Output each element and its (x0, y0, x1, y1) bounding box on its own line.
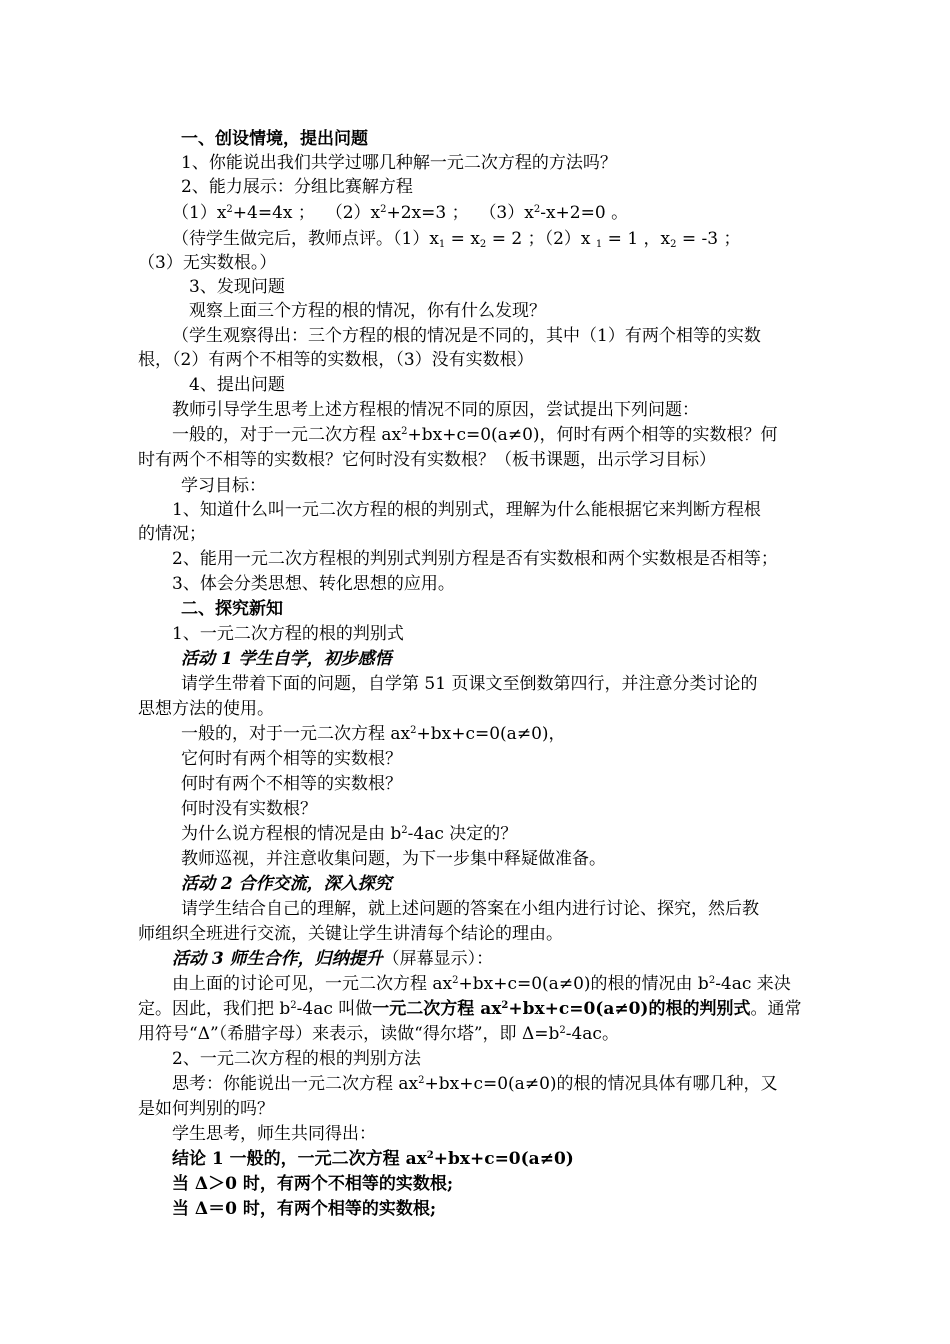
general-equation-line: 一般的，对于一元二次方程 $ax^2+bx+c=0(a\ne 0)$， (181, 724, 566, 744)
ask-no-roots: 何时没有实数根？ (181, 799, 317, 819)
activity-3-note: （屏幕显示）： (382, 949, 494, 969)
goals-title: 学习目标： (181, 476, 266, 496)
discussion-line: 由上面的讨论可见，一元二次方程 $ax^2+bx+c=0(a\ne 0)$的根的情况由 $b^2-4ac$ 来决 (172, 974, 791, 994)
think-line-1: 思考：你能说出一元二次方程 $ax^2+bx+c=0(a\ne 0)$的根的情况具体有哪几种，又 (172, 1074, 778, 1094)
general-question-line-1: 一般的，对于一元二次方程 $ax^2+bx+c=0(a\ne 0)$，何时有两个相等的实数根？何 (172, 425, 778, 445)
review-line-1: （待学生做完后，教师点评。$(1)x_1 = x_2 = 2$ ；（2）x $_1$ = 1 ，$x_2 = -3$ ； (172, 229, 741, 250)
question-4: 4、提出问题 (189, 375, 285, 395)
ask-unequal-roots: 何时有两个不相等的实数根？ (181, 774, 402, 794)
teacher-patrol: 教师巡视，并注意收集问题，为下一步集中释疑做准备。 (181, 849, 606, 869)
symbol-line: 用符号“Δ”（希腊字母）来表示，读做“得尔塔”，即 $\Delta=b^2-4ac$。 (138, 1024, 619, 1044)
case-zero: 当 Δ＝0 时，有两个相等的实数根; (172, 1199, 437, 1219)
goal-3: 3、体会分类思想、转化思想的应用。 (172, 574, 455, 594)
think-line-2: 是如何判别的吗？ (138, 1099, 274, 1119)
observe-prompt: 观察上面三个方程的根的情况，你有什么发现？ (189, 301, 546, 321)
discriminant-definition: 一元二次方程 $ax^2+bx+c=0(a\ne 0)$的根的判别式 (372, 999, 751, 1019)
goal-1-line-2: 的情况； (138, 524, 206, 544)
activity-2-line-2: 师组织全班进行交流，关键让学生讲清每个结论的理由。 (138, 924, 563, 944)
review-line-2: （3）无实数根。） (138, 253, 277, 273)
activity-2-line-1: 请学生结合自己的理解，就上述问题的答案在小组内进行讨论、探究，然后教 (181, 899, 759, 919)
observation-line-2: 根，（2）有两个不相等的实数根，（3）没有实数根） (138, 350, 534, 370)
observation-line-1: （学生观察得出：三个方程的根的情况是不同的，其中（1）有两个相等的实数 (172, 326, 761, 346)
goal-1-line-1: 1、知道什么叫一元二次方程的根的判别式，理解为什么能根据它来判断方程根 (172, 500, 761, 520)
section1-heading: 一、创设情境，提出问题 (181, 129, 368, 149)
ask-why-discriminant: 为什么说方程根的情况是由 $b^2-4ac$ 决定的？ (181, 824, 518, 844)
question-3: 3、发现问题 (189, 277, 285, 297)
case-positive: 当 Δ＞0 时，有两个不相等的实数根; (172, 1174, 454, 1194)
activity-1-title: 活动 1 学生自学，初步感悟 (181, 649, 392, 669)
together-line: 学生思考，师生共同得出： (172, 1124, 376, 1144)
teacher-guide: 教师引导学生思考上述方程根的情况不同的原因，尝试提出下列问题： (172, 400, 699, 420)
activity-1-line-1: 请学生带着下面的问题，自学第 51 页课文至倒数第四行，并注意分类讨论的 (181, 674, 758, 694)
definition-line: 定。因此，我们把 $b^2-4ac$ 叫做一元二次方程 $ax^2+bx+c=0(a\ne 0)$的根的判别式。通常 (138, 999, 802, 1019)
question-1: 1、你能说出我们共学过哪几种解一元二次方程的方法吗？ (181, 153, 617, 173)
subsection-2-title: 2、一元二次方程的根的判别方法 (172, 1049, 421, 1069)
subsection-1-title: 1、一元二次方程的根的判别式 (172, 624, 404, 644)
activity-1-line-2: 思想方法的使用。 (138, 699, 274, 719)
activity-3-title-line (172, 947, 493, 971)
activity-3-title: 活动 3 师生合作，归纳提升 (172, 949, 383, 969)
goal-2: 2、能用一元二次方程根的判别式判别方程是否有实数根和两个实数根是否相等； (172, 549, 778, 569)
question-2: 2、能力展示：分组比赛解方程 (181, 177, 413, 197)
conclusion-1-line: 结论 1 一般的，一元二次方程 $ax^2+bx+c=0(a\ne 0)$ (172, 1149, 574, 1169)
ask-equal-roots: 它何时有两个相等的实数根？ (181, 749, 402, 769)
section2-heading: 二、探究新知 (181, 599, 283, 619)
general-question-line-2: 时有两个不相等的实数根？它何时没有实数根？（板书课题，出示学习目标） (138, 450, 716, 470)
activity-2-title: 活动 2 合作交流，深入探究 (181, 874, 392, 894)
equations-line: $(1)x^2+4=4x$ ； $(2)x^2+2x=3$ ； $(3)x^2-x+2=0$ 。 (172, 203, 629, 223)
